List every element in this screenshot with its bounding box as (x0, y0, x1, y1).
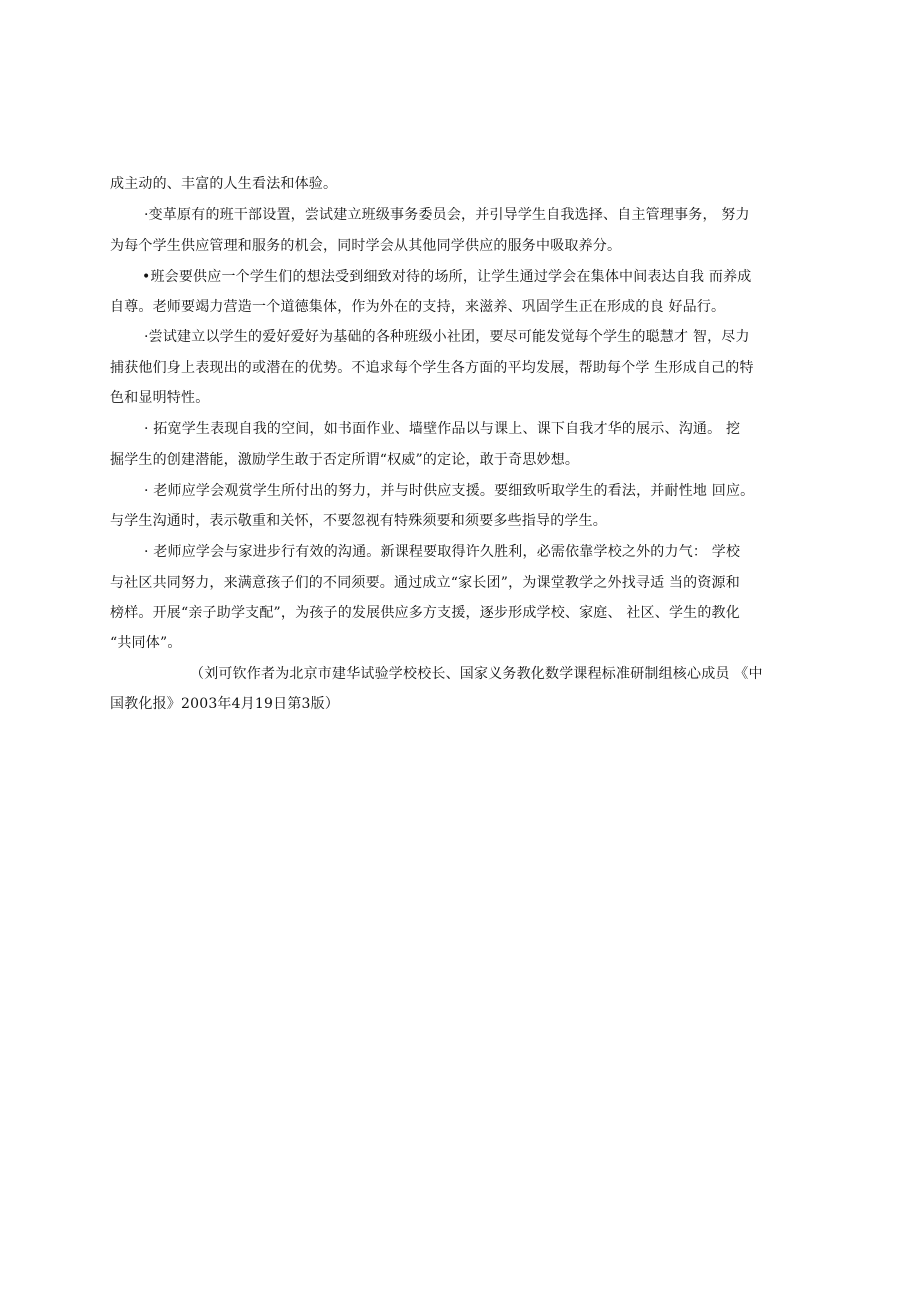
paragraph-line: 自尊。老师要竭力营造一个道德集体，作为外在的支持，来滋养、巩固学生正在形成的良 好品行。 (110, 299, 726, 315)
paragraph-line: 捕获他们身上表现出的或潜在的优势。不追求每个学生各方面的平均发展，帮助每个学 生形成自己的特 (110, 360, 754, 376)
paragraph-line: ·变革原有的班干部设置，尝试建立班级事务委员会，并引导学生自我选择、自主管理事务， 努力 (144, 207, 750, 223)
paragraph-line: · 拓宽学生表现自我的空间，如书面作业、墙壁作品以与课上、课下自我才华的展示、沟通。 挖 (144, 421, 741, 437)
paragraph-line: “共同体”。 (110, 635, 182, 651)
paragraph-line: 与社区共同努力，来满意孩子们的不同须要。通过成立“家长团”，为课堂教学之外找寻适 当的资源和 (110, 575, 740, 591)
paragraph-line: ·尝试建立以学生的爱好爱好为基础的各种班级小社团，要尽可能发觉每个学生的聪慧才 智，尽力 (144, 329, 750, 345)
paragraph-line: 色和显明特性。 (110, 390, 210, 406)
paragraph-line: 与学生沟通时，表示敬重和关怀，不要忽视有特殊须要和须要多些指导的学生。 (110, 513, 607, 529)
paragraph-line: 榜样。开展“亲子助学支配”，为孩子的发展供应多方支援，逐步形成学校、家庭、 社区、学生的教化 (110, 605, 740, 621)
paragraph-line: 成主动的、丰富的人生看法和体验。 (110, 176, 338, 192)
paragraph-line: •班会要供应一个学生们的想法受到细致对待的场所，让学生通过学会在集体中间表达自我 而养成 (142, 269, 752, 285)
paragraph-line: · 老师应学会观赏学生所付出的努力，并与时供应支援。要细致听取学生的看法，并耐性地 回应。 (144, 483, 755, 499)
citation-line: 国教化报》2003年4月19日第3版） (110, 696, 340, 712)
paragraph-line: 为每个学生供应管理和服务的机会，同时学会从其他同学供应的服务中吸取养分。 (110, 238, 622, 254)
paragraph-line: · 老师应学会与家进步行有效的沟通。新课程要取得许久胜利，必需依靠学校之外的力气： 学校 (144, 544, 741, 560)
citation-line: （刘可钦作者为北京市建华试验学校校长、国家义务教化数学课程标准研制组核心成员 《中 (190, 666, 763, 682)
paragraph-line: 掘学生的创建潜能，激励学生敢于否定所谓“权威”的定论，敢于奇思妙想。 (110, 452, 580, 468)
